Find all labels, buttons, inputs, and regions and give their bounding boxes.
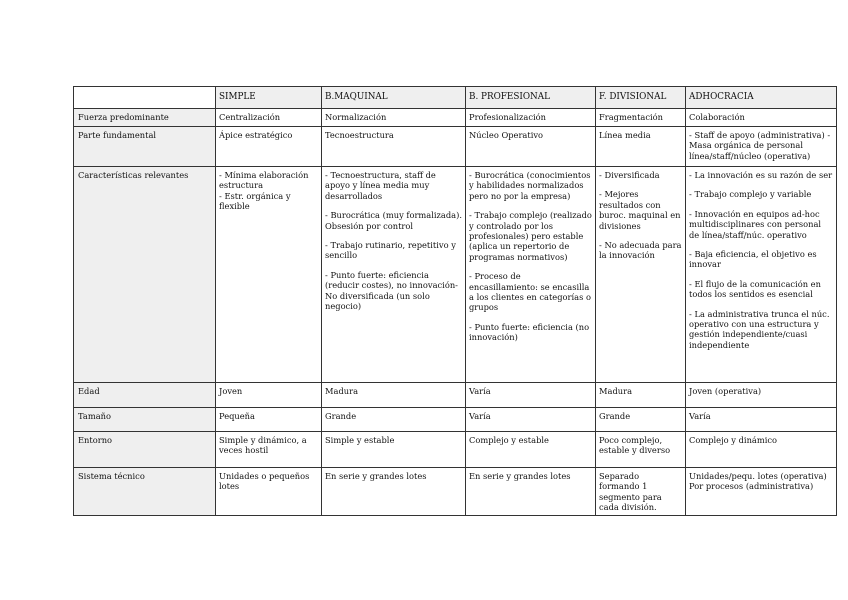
table-cell — [216, 408, 322, 432]
row-label: Parte fundamental — [74, 127, 216, 167]
table-cell — [686, 468, 837, 516]
table-cell — [596, 468, 686, 516]
row-label: Tamaño — [74, 408, 216, 432]
cell-paragraph: Normalización — [325, 112, 387, 122]
table-cell — [466, 432, 596, 468]
table-cell — [322, 109, 466, 127]
cell-paragraph: - Punto fuerte: eficiencia (reducir costes), no innovación-No diversificada (un solo negocio) — [325, 269, 458, 312]
column-header-f-divisional: F. DIVISIONAL — [596, 87, 686, 109]
table-cell — [596, 408, 686, 432]
cell-paragraph: - Mínima elaboración estructura — [219, 170, 309, 191]
table-cell — [322, 383, 466, 408]
table-cell — [596, 383, 686, 408]
cell-paragraph: Varía — [689, 411, 711, 421]
table-cell — [322, 468, 466, 516]
organizational-structures-table — [73, 86, 837, 516]
cell-paragraph: Varía — [469, 411, 491, 421]
cell-paragraph: - Mejores resultados con buroc. maquinal en divisiones — [599, 189, 681, 231]
column-header-b-maquinal: B.MAQUINAL — [322, 87, 466, 109]
cell-paragraph: Profesionalización — [469, 112, 546, 122]
table-cell — [596, 167, 686, 383]
header-corner-cell — [74, 87, 216, 109]
row-label: Sistema técnico — [74, 468, 216, 516]
table-cell — [466, 167, 596, 383]
cell-paragraph: - La administrativa trunca el núc. operativo con una estructura y gestión independiente/cuasi independiente — [689, 308, 830, 350]
cell-paragraph: - Tecnoestructura, staff de apoyo y línea media muy desarrollados — [325, 170, 436, 201]
table-row-caracteristicas-relevantes — [74, 167, 837, 383]
table-cell — [322, 408, 466, 432]
table-row-tamano — [74, 408, 837, 432]
table-cell — [686, 127, 837, 167]
table-cell — [466, 383, 596, 408]
table-cell — [216, 432, 322, 468]
table-cell — [596, 432, 686, 468]
cell-paragraph: Madura — [325, 386, 359, 396]
cell-paragraph: Simple y dinámico, a veces hostil — [219, 435, 307, 456]
cell-paragraph: - Baja eficiencia, el objetivo es innovar — [689, 249, 817, 270]
table-cell — [686, 383, 837, 408]
column-header-adhocracia: ADHOCRACIA — [686, 87, 837, 109]
cell-paragraph: Poco complejo, estable y diverso — [599, 435, 671, 456]
cell-paragraph: Separado formando 1 segmento para cada división. — [599, 471, 662, 513]
row-label: Fuerza predominante — [74, 109, 216, 127]
cell-paragraph: Simple y estable — [325, 435, 395, 445]
table-cell — [686, 167, 837, 383]
table-cell — [322, 167, 466, 383]
table-header-row — [74, 87, 837, 109]
table-row-entorno — [74, 432, 837, 468]
cell-paragraph: Unidades o pequeños lotes — [219, 471, 310, 492]
cell-paragraph: Pequeña — [219, 411, 255, 421]
table-cell — [322, 432, 466, 468]
table-cell — [322, 127, 466, 167]
cell-paragraph: Centralización — [219, 112, 281, 122]
cell-paragraph: Joven (operativa) — [689, 386, 762, 396]
cell-paragraph: Joven — [219, 386, 243, 396]
cell-paragraph: - Diversificada — [599, 170, 660, 180]
row-label: Características relevantes — [74, 167, 216, 383]
cell-paragraph: - Proceso de encasillamiento: se encasilla a los clientes en categorías o grupos — [469, 271, 591, 313]
cell-paragraph: Núcleo Operativo — [469, 130, 544, 140]
cell-paragraph: En serie y grandes lotes — [469, 471, 571, 481]
table-row-parte-fundamental — [74, 127, 837, 167]
cell-paragraph: Fragmentación — [599, 112, 664, 122]
cell-paragraph: - Trabajo complejo (realizado y controlado por los profesionales) pero estable (aplica un repertorio de programas normativos) — [469, 210, 592, 262]
cell-paragraph: Madura — [599, 386, 633, 396]
table-cell — [466, 127, 596, 167]
cell-paragraph: - Burocrática (muy formalizada). Obsesión por control — [325, 210, 462, 231]
table-cell — [686, 408, 837, 432]
row-label: Entorno — [74, 432, 216, 468]
cell-paragraph: - No adecuada para la innovación — [599, 240, 682, 261]
cell-paragraph: - Burocrática (conocimientos y habilidades normalizados pero no por la empresa) — [469, 170, 591, 201]
cell-paragraph: Complejo y estable — [469, 435, 549, 445]
cell-paragraph: - Trabajo rutinario, repetitivo y sencillo — [325, 240, 456, 261]
table-cell — [686, 109, 837, 127]
cell-paragraph: Colaboración — [689, 112, 745, 122]
cell-paragraph: Grande — [325, 411, 357, 421]
table-cell — [216, 468, 322, 516]
table-cell — [596, 109, 686, 127]
cell-paragraph: Ápice estratégico — [219, 130, 293, 140]
cell-paragraph: - La innovación es su razón de ser — [689, 170, 833, 180]
cell-paragraph: - Estr. orgánica y flexible — [219, 190, 291, 212]
table-cell — [466, 468, 596, 516]
cell-paragraph: Tecnoestructura — [325, 130, 394, 140]
column-header-simple: SIMPLE — [216, 87, 322, 109]
cell-paragraph: Varía — [469, 386, 491, 396]
table-cell — [466, 408, 596, 432]
cell-paragraph: Grande — [599, 411, 631, 421]
row-label: Edad — [74, 383, 216, 408]
column-header-b-profesional: B. PROFESIONAL — [466, 87, 596, 109]
cell-paragraph: - El flujo de la comunicación en todos los sentidos es esencial — [689, 278, 821, 300]
table-row-fuerza-predominante — [74, 109, 837, 127]
table-cell — [216, 383, 322, 408]
table-cell — [596, 127, 686, 167]
table-cell — [216, 109, 322, 127]
cell-paragraph: - Innovación en equipos ad-hoc multidisciplinares con personal de línea/staff/núc. operativo — [689, 208, 822, 240]
cell-paragraph: Línea media — [599, 130, 651, 140]
cell-paragraph: - Staff de apoyo (administrativa) - Masa orgánica de personal línea/staff/núcleo (operativa) — [689, 130, 831, 161]
table-row-edad — [74, 383, 837, 408]
cell-paragraph: - Trabajo complejo y variable — [689, 189, 812, 200]
table-cell — [216, 167, 322, 383]
cell-paragraph: En serie y grandes lotes — [325, 471, 427, 481]
cell-paragraph: Complejo y dinámico — [689, 435, 778, 445]
table-row-sistema-tecnico — [74, 468, 837, 516]
cell-paragraph: - Punto fuerte: eficiencia (no innovación) — [469, 321, 590, 343]
table-cell — [686, 432, 837, 468]
table-cell — [216, 127, 322, 167]
table-cell — [466, 109, 596, 127]
cell-paragraph: Unidades/pequ. lotes (operativa) Por procesos (administrativa) — [689, 471, 827, 492]
